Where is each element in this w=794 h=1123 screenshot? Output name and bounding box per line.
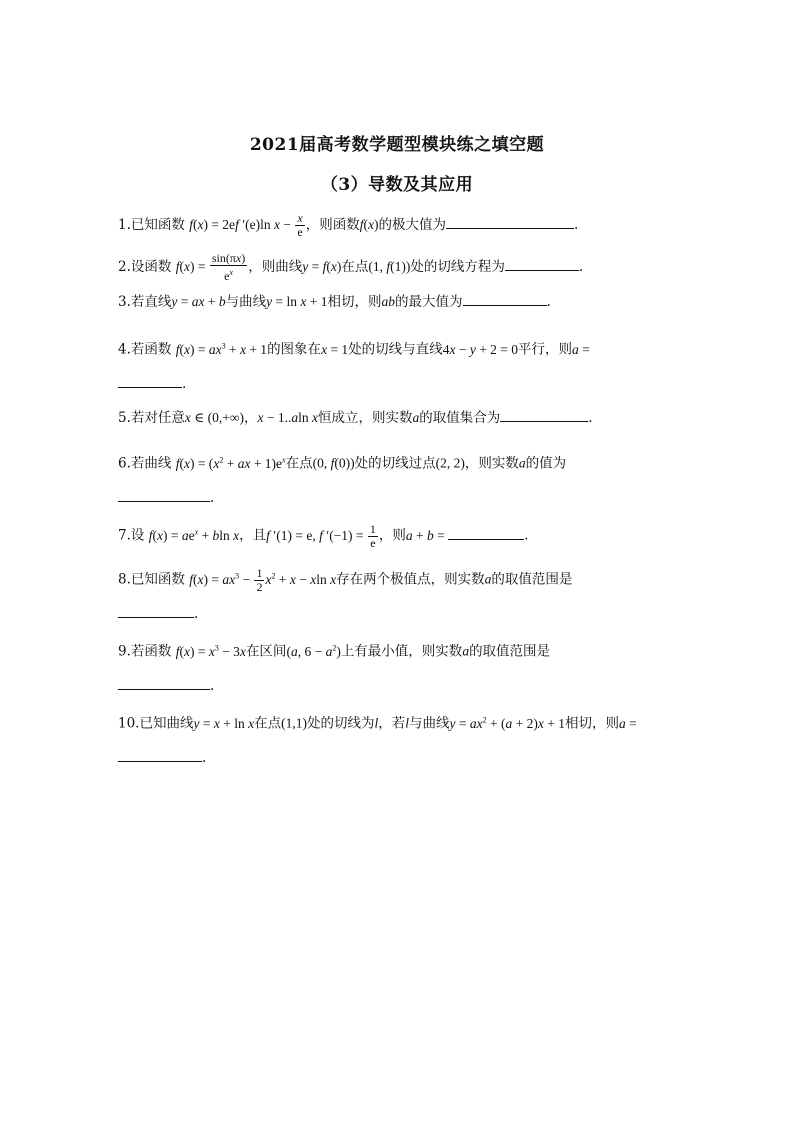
period: . bbox=[194, 606, 199, 622]
formula: (1,1) bbox=[281, 715, 307, 731]
document-title: 2021届高考数学题型模块练之填空题 bbox=[249, 135, 545, 155]
question-6-answer-line bbox=[118, 488, 214, 508]
question-text: 与曲线 bbox=[225, 294, 267, 310]
question-text: 已知函数 bbox=[130, 571, 185, 588]
period: . bbox=[578, 259, 584, 275]
formula: a bbox=[484, 571, 492, 587]
question-number: 8. bbox=[118, 571, 131, 588]
answer-blank[interactable] bbox=[118, 677, 210, 690]
formula: f(x) = 2ef ′(e)ln x − $\frac{x}{e}$ bbox=[189, 211, 303, 239]
question-4 bbox=[118, 336, 590, 360]
question-text: 的值为 bbox=[525, 455, 567, 472]
question-7 bbox=[118, 522, 528, 550]
question-6 bbox=[118, 450, 566, 474]
formula: 4x − y + 2 = 0 bbox=[442, 341, 519, 357]
formula: y = ax + b bbox=[171, 294, 226, 309]
question-text: 的极大值为 bbox=[378, 217, 446, 233]
period: . bbox=[210, 490, 215, 506]
question-9-answer-line bbox=[118, 676, 214, 696]
formula: $f(x) = x^3 - 3x$ bbox=[175, 643, 246, 659]
formula: f ′(1) = e, f ′(−1) = $\frac{1}{e}$ bbox=[266, 521, 376, 550]
formula: a = bbox=[572, 341, 590, 357]
answer-blank[interactable] bbox=[463, 293, 547, 306]
question-text: 处的切线为 bbox=[306, 715, 375, 732]
question-number: 6. bbox=[118, 455, 131, 472]
question-text: 若函数 bbox=[130, 643, 172, 660]
period: . bbox=[546, 294, 551, 310]
question-text: 平行，则 bbox=[518, 341, 573, 358]
formula: a bbox=[462, 643, 470, 659]
question-text: 若对任意 bbox=[130, 410, 185, 426]
question-text: 若函数 bbox=[130, 341, 172, 358]
question-text: 设 bbox=[130, 527, 145, 544]
answer-blank[interactable] bbox=[118, 749, 202, 762]
question-text: 存在两个极值点，则实数 bbox=[336, 571, 485, 588]
question-number: 10. bbox=[118, 715, 140, 732]
question-text: ，则函数 bbox=[305, 217, 360, 233]
formula: a bbox=[518, 455, 526, 471]
formula: $f(x) = ax^3$ − $\frac{1}{2}$ $x^2 + x - xln$ x bbox=[189, 565, 337, 594]
question-text: 恒成立，则实数 bbox=[318, 410, 413, 426]
question-text: 相切，则 bbox=[564, 715, 619, 732]
formula: (2, 2) bbox=[435, 455, 465, 471]
answer-blank[interactable] bbox=[446, 216, 574, 229]
answer-blank[interactable] bbox=[118, 375, 182, 388]
question-text: 在点 bbox=[341, 259, 369, 275]
formula: l bbox=[374, 715, 379, 731]
question-number: 1. bbox=[118, 217, 131, 233]
formula: y = f(x) bbox=[302, 259, 342, 274]
formula: a = bbox=[618, 715, 637, 731]
question-text: 的取值范围是 bbox=[469, 643, 551, 660]
formula: (1, f(1)) bbox=[368, 259, 411, 274]
question-text: 已知曲线 bbox=[139, 715, 194, 732]
question-text: 处的切线方程为 bbox=[410, 259, 505, 275]
question-text: ，且 bbox=[239, 527, 267, 544]
formula: x − 1..aln x bbox=[257, 410, 319, 425]
formula: $y = ax^2 + (a + 2)x + 1$ bbox=[449, 715, 565, 731]
formula: (0, f(0)) bbox=[312, 455, 355, 471]
answer-blank[interactable] bbox=[500, 409, 588, 422]
formula: f(x) bbox=[359, 217, 379, 232]
formula: a bbox=[412, 410, 420, 425]
question-text: 在区间 bbox=[245, 643, 287, 660]
question-10-answer-line bbox=[118, 748, 206, 768]
formula: f(x) = $\frac{\sin(\pi x)}{e^x}$ bbox=[175, 251, 246, 283]
period: . bbox=[588, 410, 593, 426]
question-number: 3. bbox=[118, 294, 131, 310]
formula: l bbox=[405, 715, 410, 731]
formula: x ∈ (0,+∞) bbox=[184, 410, 244, 425]
formula: $f(x) = (x^2$ + ax + $1)e^x$ bbox=[175, 455, 286, 471]
question-number: 7. bbox=[118, 527, 131, 544]
formula: a + b = bbox=[405, 527, 449, 543]
question-9 bbox=[118, 638, 550, 662]
question-text: 的图象在 bbox=[267, 341, 322, 358]
period: . bbox=[573, 217, 579, 233]
question-text: 已知函数 bbox=[130, 217, 185, 233]
question-number: 9. bbox=[118, 643, 131, 660]
question-text: ，则 bbox=[378, 527, 406, 544]
question-text: 与曲线 bbox=[409, 715, 450, 732]
question-10 bbox=[118, 710, 637, 734]
question-text: 处的切线过点 bbox=[354, 455, 436, 472]
formula: (a, $6 - a^2$) bbox=[286, 643, 341, 659]
answer-blank[interactable] bbox=[118, 605, 194, 618]
question-text: 的取值集合为 bbox=[419, 410, 501, 426]
answer-blank[interactable] bbox=[448, 527, 524, 540]
question-2 bbox=[118, 252, 583, 283]
question-number: 2. bbox=[118, 259, 131, 275]
question-text: 在点 bbox=[254, 715, 282, 732]
formula: $f(x) = ae^x + bln$ x bbox=[148, 527, 240, 543]
document-subtitle: （3）导数及其应用 bbox=[320, 175, 474, 195]
question-text: 的取值范围是 bbox=[491, 571, 573, 588]
question-text: ，若 bbox=[378, 715, 406, 732]
question-text: 处的切线与直线 bbox=[348, 341, 443, 358]
period: . bbox=[182, 376, 187, 392]
question-text: 上有最小值，则实数 bbox=[340, 643, 463, 660]
question-8-answer-line bbox=[118, 604, 198, 624]
period: . bbox=[202, 750, 207, 766]
question-text: ，则实数 bbox=[464, 455, 519, 472]
formula: ab bbox=[381, 294, 396, 309]
formula: y = ln x + 1 bbox=[266, 294, 328, 309]
question-1 bbox=[118, 212, 578, 239]
question-text: 在点 bbox=[285, 455, 313, 472]
question-number: 4. bbox=[118, 341, 131, 358]
question-text: 若曲线 bbox=[130, 455, 172, 472]
answer-blank[interactable] bbox=[118, 489, 210, 502]
formula: $f(x) = ax^3 + x + 1$ bbox=[175, 341, 268, 357]
question-5 bbox=[118, 408, 593, 428]
formula: y = x + ln x bbox=[193, 715, 255, 731]
question-text: 设函数 bbox=[130, 259, 172, 275]
question-3 bbox=[118, 292, 551, 312]
period: . bbox=[210, 678, 215, 694]
period: . bbox=[524, 527, 529, 544]
question-text: ， bbox=[244, 410, 258, 426]
question-text: ，则曲线 bbox=[248, 259, 303, 275]
formula: x = 1 bbox=[321, 341, 349, 357]
question-text: 的最大值为 bbox=[395, 294, 463, 310]
question-8 bbox=[118, 566, 572, 594]
question-text: 若直线 bbox=[130, 294, 172, 310]
question-4-answer-line bbox=[118, 374, 186, 394]
answer-blank[interactable] bbox=[505, 258, 579, 271]
question-number: 5. bbox=[118, 410, 131, 426]
question-text: 相切，则 bbox=[327, 294, 382, 310]
